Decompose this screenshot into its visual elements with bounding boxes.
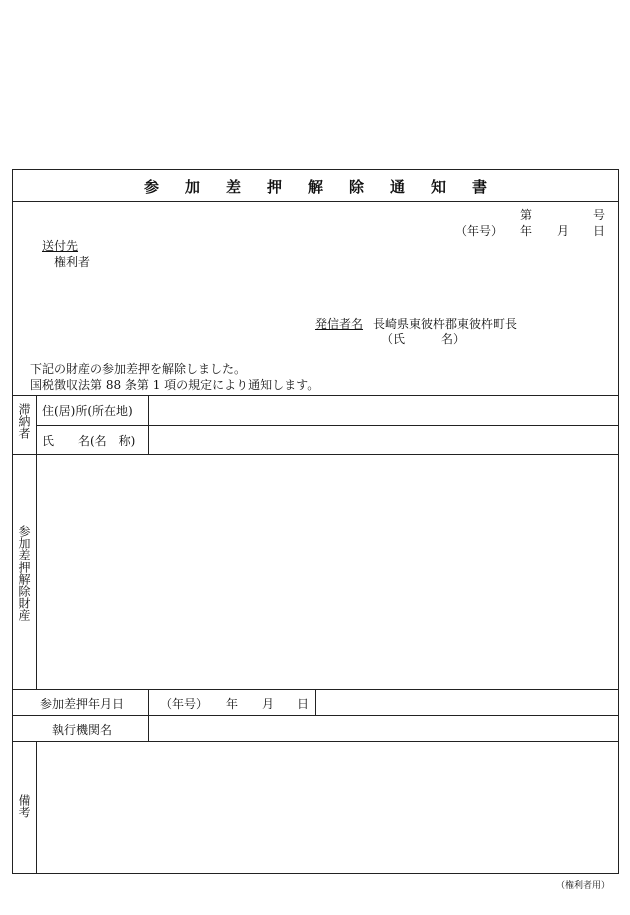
notice-line-2: 国税徴収法第 88 条第 1 項の規定により通知します。 [30,378,320,392]
seizure-date-era: （年号） [160,697,209,711]
notice-line-1: 下記の財産の参加差押を解除しました。 [30,362,247,376]
divider [36,425,618,426]
divider [148,395,149,454]
date-year: 年 [520,224,533,238]
divider [36,741,37,874]
taxpayer-label: 滞納者 [17,403,31,439]
date-era: （年号） [455,224,504,238]
number-prefix: 第 [520,208,533,222]
divider [36,395,37,689]
date-month: 月 [557,224,570,238]
recipient-label: 送付先 [42,239,79,253]
number-suffix: 号 [593,208,606,222]
seizure-date-year: 年 [226,697,239,711]
address-label: 住(居)所(所在地) [42,404,133,418]
seizure-date-month: 月 [262,697,275,711]
form-title: 参加差押解除通知書 [143,178,513,196]
sender-person: （氏 名） [381,332,466,346]
divider [13,201,618,202]
seizure-date-label: 参加差押年月日 [40,697,125,711]
sender-label: 発信者名 [315,317,364,331]
divider [148,689,149,741]
divider [13,395,618,396]
date-day: 日 [593,224,606,238]
sender-name: 長崎県東彼杵郡東彼杵町長 [373,317,518,331]
divider [315,689,316,715]
agency-label: 執行機関名 [52,723,113,737]
seizure-date-day: 日 [297,697,310,711]
recipient-name: 権利者 [54,255,91,269]
footer-note: （権利者用） [555,881,610,891]
divider [13,715,618,716]
divider [13,741,618,742]
property-label: 参加差押解除財産 [17,525,31,621]
name-label: 氏 名(名 称) [42,434,136,448]
divider [13,454,618,455]
remarks-label: 備考 [17,794,31,818]
notice-form [12,169,619,874]
